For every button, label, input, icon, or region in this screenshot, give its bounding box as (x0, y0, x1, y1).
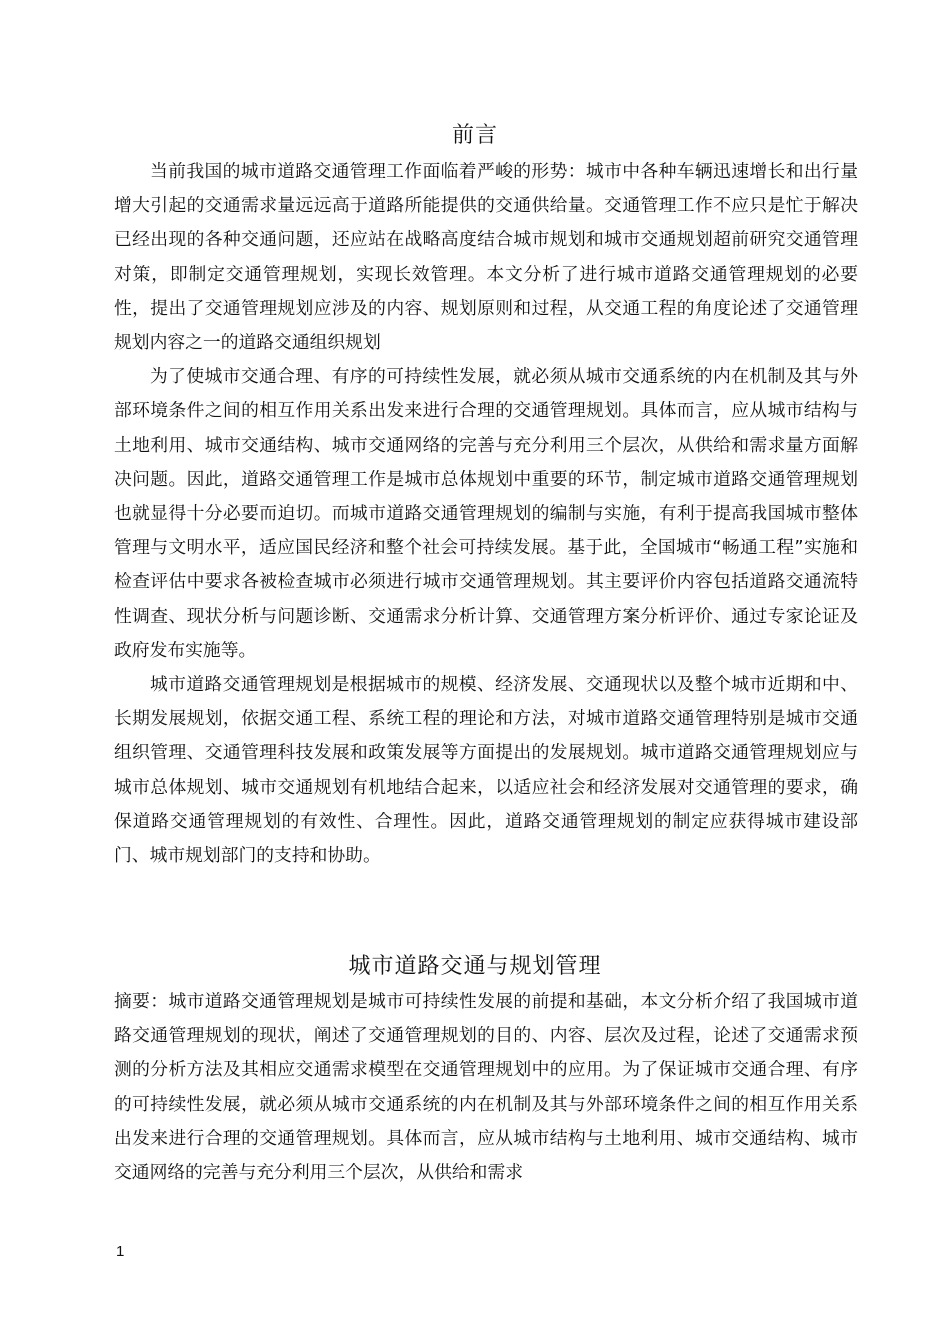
preface-paragraph-1: 当前我国的城市道路交通管理工作面临着严峻的形势：城市中各种车辆迅速增长和出行量增大引起的交通需求量远远高于道路所能提供的交通供给量。交通管理工作不应只是忙于解决已经出现的各种交通问题，还应站在战略高度结合城市规划和城市交通规划超前研究交通管理对策，即制定交通管理规划，实现长效管理。本文分析了进行城市道路交通管理规划的必要性，提出了交通管理规划应涉及的内容、规划原则和过程，从交通工程的角度论述了交通管理规划内容之一的道路交通组织规划 (114, 161, 858, 354)
preface-title: 前言 (451, 123, 498, 148)
article-title: 城市道路交通与规划管理 (348, 954, 602, 979)
preface-paragraph-3: 城市道路交通管理规划是根据城市的规模、经济发展、交通现状以及整个城市近期和中、长期发展规划，依据交通工程、系统工程的理论和方法，对城市道路交通管理特别是城市交通组织管理、交通管理科技发展和政策发展等方面提出的发展规划。城市道路交通管理规划应与城市总体规划、城市交通规划有机地结合起来，以适应社会和经济发展对交通管理的要求，确保道路交通管理规划的有效性、合理性。因此，道路交通管理规划的制定应获得城市建设部门、城市规划部门的支持和协助。 (114, 674, 858, 867)
abstract-paragraph: 摘要：城市道路交通管理规划是城市可持续性发展的前提和基础，本文分析介绍了我国城市道路交通管理规划的现状，阐述了交通管理规划的目的、内容、层次及过程，论述了交通需求预测的分析方法及其相应交通需求模型在交通管理规划中的应用。为了保证城市交通合理、有序的可持续性发展，就必须从城市交通系统的内在机制及其与外部环境条件之间的相互作用关系出发来进行合理的交通管理规划。具体而言，应从城市结构与土地利用、城市交通结构、城市交通网络的完善与充分利用三个层次，从供给和需求 (114, 991, 858, 1184)
preface-paragraph-2: 为了使城市交通合理、有序的可持续性发展，就必须从城市交通系统的内在机制及其与外部环境条件之间的相互作用关系出发来进行合理的交通管理规划。具体而言，应从城市结构与土地利用、城市交通结构、城市交通网络的完善与充分利用三个层次，从供给和需求量方面解决问题。因此，道路交通管理工作是城市总体规划中重要的环节，制定城市道路交通管理规划也就显得十分必要而迫切。而城市道路交通管理规划的编制与实施，有利于提高我国城市整体管理与文明水平，适应国民经济和整个社会可持续发展。基于此，全国城市“畅通工程”实施和检查评估中要求各被检查城市必须进行城市交通管理规划。其主要评价内容包括道路交通流特性调查、现状分析与问题诊断、交通需求分析计算、交通管理方案分析评价、通过专家论证及政府发布实施等。 (114, 366, 858, 661)
preface-section (114, 155, 858, 873)
page-number: 1 (116, 1243, 125, 1260)
abstract-section (114, 985, 858, 1190)
